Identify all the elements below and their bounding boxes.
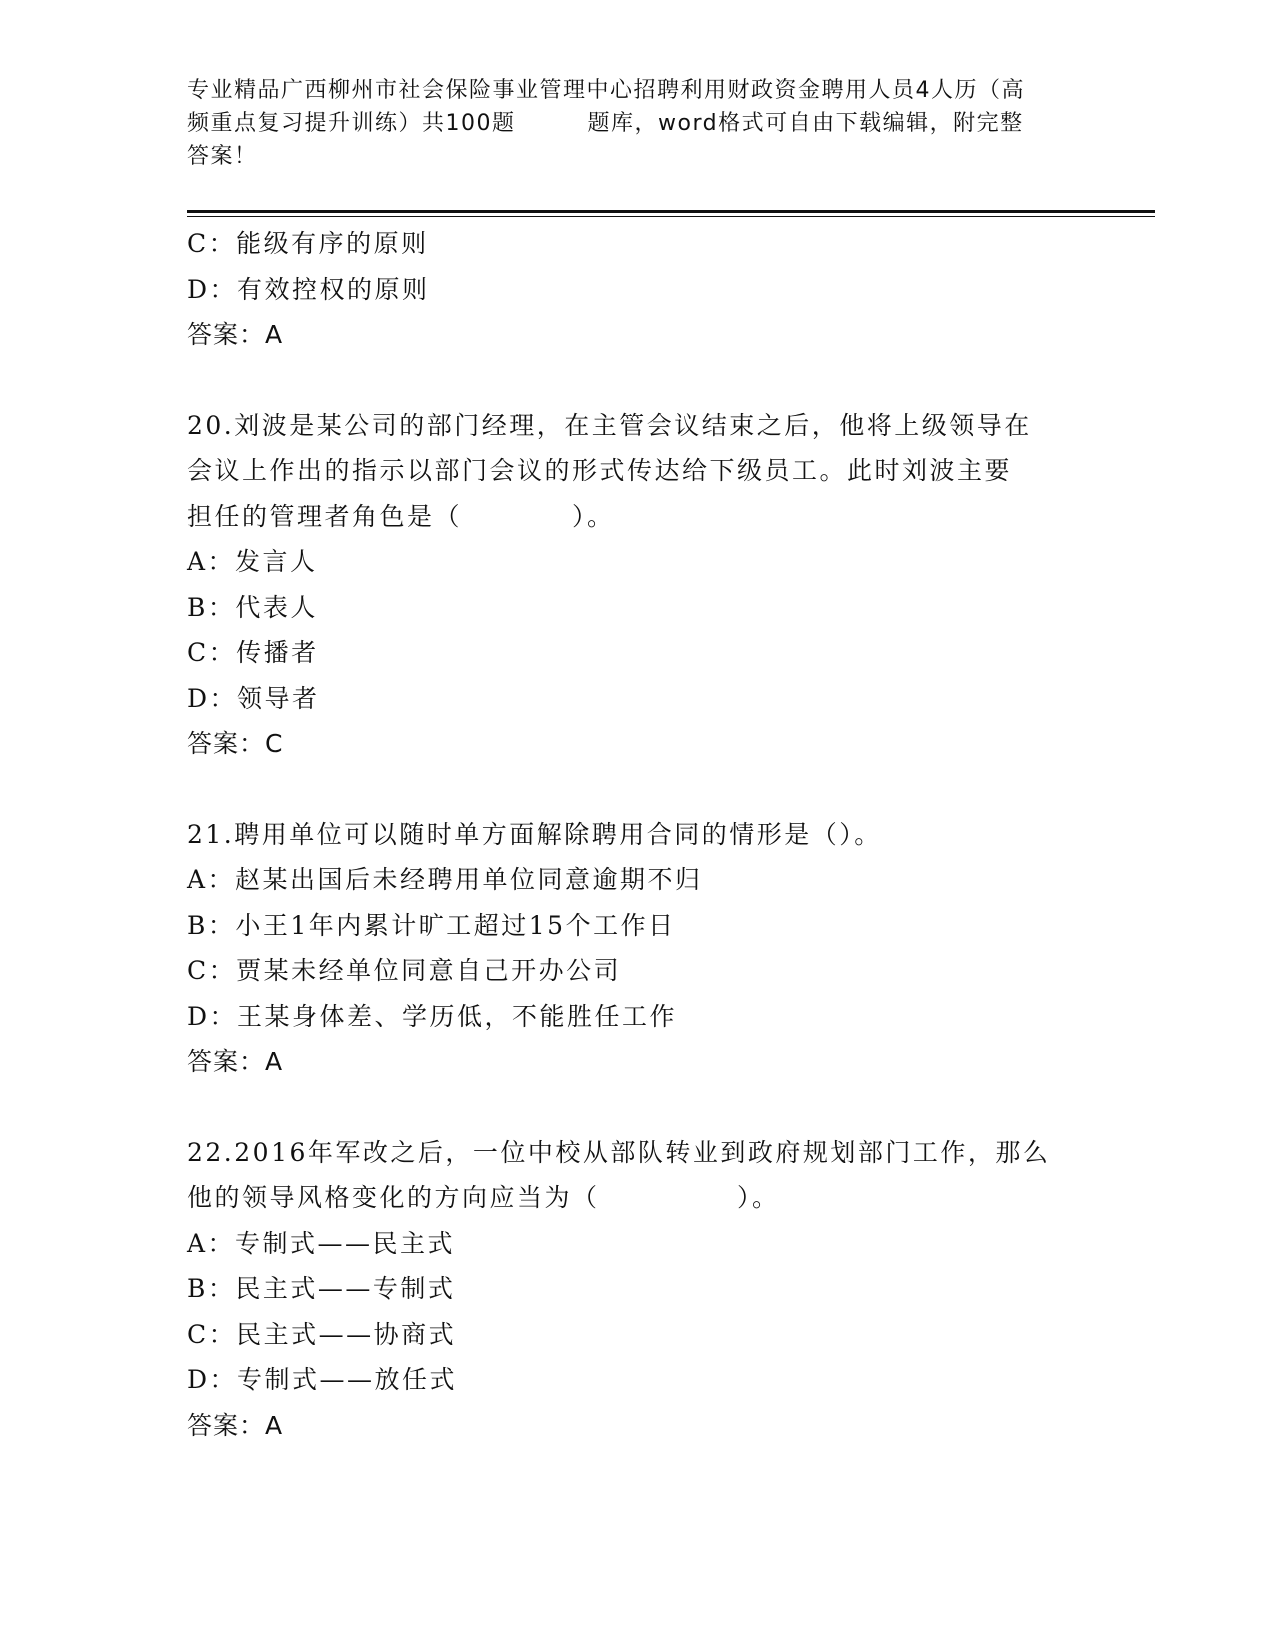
question-19-continuation xyxy=(187,221,1087,358)
option-b: B：代表人 xyxy=(187,592,318,622)
question-content xyxy=(187,221,1087,1448)
question-20 xyxy=(187,403,1087,767)
question-stem xyxy=(187,812,1087,858)
stem-line: 他的领导风格变化的方向应当为（ ）。 xyxy=(187,1183,780,1212)
question-spacer xyxy=(187,358,1087,403)
document-header xyxy=(187,74,1087,173)
header-title-line-2a: 频重点复习提升训练）共100题 xyxy=(187,111,516,136)
option-c: C：贾某未经单位同意自己开办公司 xyxy=(187,956,622,985)
question-spacer xyxy=(187,767,1087,812)
option-d: D：王某身体差、学历低，不能胜任工作 xyxy=(187,1001,678,1031)
answer: 答案：A xyxy=(187,320,284,349)
question-stem xyxy=(187,403,1087,540)
stem-line: 21.聘用单位可以随时单方面解除聘用合同的情形是（）。 xyxy=(187,819,882,849)
option-b: B：小王1年内累计旷工超过15个工作日 xyxy=(187,910,676,940)
header-title-line-3: 答案！ xyxy=(187,144,258,169)
stem-line: 20.刘波是某公司的部门经理，在主管会议结束之后，他将上级领导在 xyxy=(187,410,1032,440)
option-c: C：能级有序的原则 xyxy=(187,229,429,258)
option-a: A：发言人 xyxy=(187,547,318,576)
question-22 xyxy=(187,1130,1087,1449)
question-spacer xyxy=(187,1085,1087,1130)
stem-line: 会议上作出的指示以部门会议的形式传达给下级员工。此时刘波主要 xyxy=(187,456,1013,485)
option-a: A：专制式——民主式 xyxy=(187,1228,456,1258)
header-title-line-2b: 题库，word格式可自由下载编辑，附完整 xyxy=(587,111,1024,136)
header-divider-thick xyxy=(187,210,1155,213)
answer: 答案：A xyxy=(187,1410,284,1440)
question-21 xyxy=(187,812,1087,1085)
stem-line: 22.2016年军改之后，一位中校从部队转业到政府规划部门工作，那么 xyxy=(187,1137,1051,1167)
option-c: C：民主式——协商式 xyxy=(187,1319,457,1349)
question-stem xyxy=(187,1130,1087,1221)
answer: 答案：A xyxy=(187,1047,284,1076)
header-divider-thin xyxy=(187,216,1155,217)
stem-line: 担任的管理者角色是（ ）。 xyxy=(187,501,615,531)
option-d: D：专制式——放任式 xyxy=(187,1365,458,1394)
option-c: C：传播者 xyxy=(187,638,319,667)
option-d: D：有效控权的原则 xyxy=(187,274,430,304)
answer: 答案：C xyxy=(187,729,284,758)
option-d: D：领导者 xyxy=(187,683,320,713)
option-b: B：民主式——专制式 xyxy=(187,1274,456,1303)
option-a: A：赵某出国后未经聘用单位同意逾期不归 xyxy=(187,865,703,894)
header-title-line-1: 专业精品广西柳州市社会保险事业管理中心招聘利用财政资金聘用人员4人历（高 xyxy=(187,78,1025,103)
header-title-line-2 xyxy=(187,107,1087,140)
